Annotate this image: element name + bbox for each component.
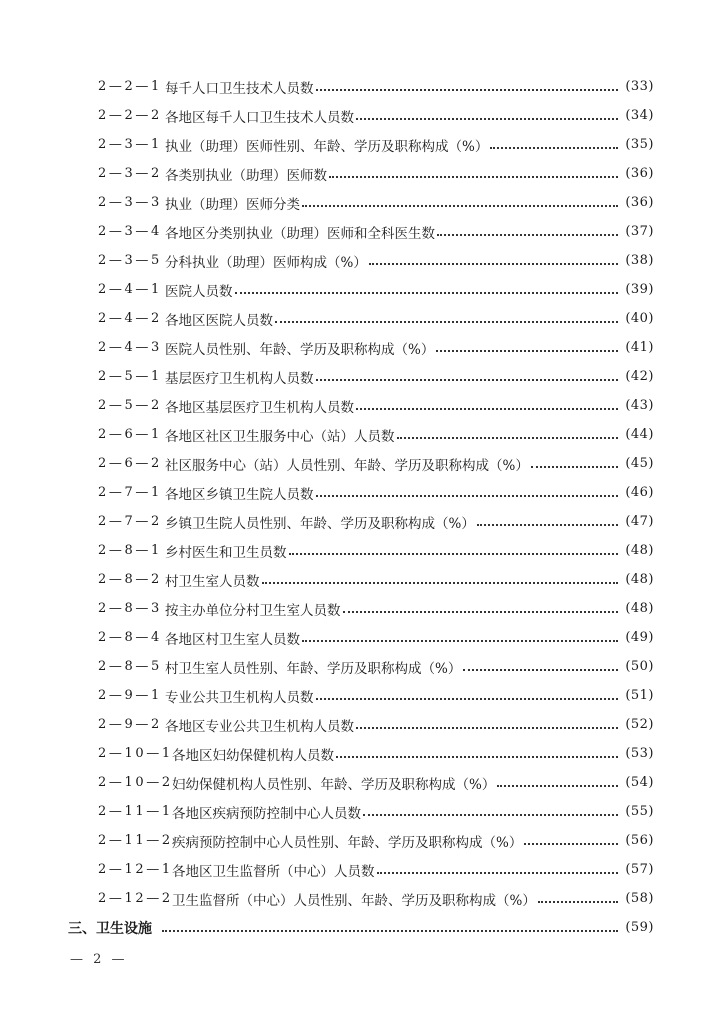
dot-leader bbox=[463, 660, 618, 674]
toc-entry-number: 2—8—5 bbox=[98, 659, 162, 674]
toc-entry-number: 2—7—1 bbox=[98, 485, 162, 500]
toc-entry-page: (48) bbox=[625, 572, 654, 587]
toc-entry[interactable] bbox=[0, 159, 724, 188]
toc-entry-number: 2—3—3 bbox=[98, 195, 162, 210]
toc-entry-page: (52) bbox=[625, 717, 654, 732]
toc-entry[interactable] bbox=[0, 101, 724, 130]
toc-entry-number: 2—10—1 bbox=[98, 746, 173, 761]
toc-entry-number: 2—10—2 bbox=[98, 775, 173, 790]
toc-entry-number: 2—5—2 bbox=[98, 398, 162, 413]
toc-entry[interactable] bbox=[0, 565, 724, 594]
dot-leader bbox=[316, 80, 619, 94]
toc-entry-number: 2—3—4 bbox=[98, 224, 162, 239]
toc-entry[interactable] bbox=[0, 623, 724, 652]
toc-entry-number: 2—2—2 bbox=[98, 108, 162, 123]
dot-leader bbox=[316, 486, 619, 500]
toc-entry[interactable] bbox=[0, 391, 724, 420]
toc-entry-number: 2—4—3 bbox=[98, 340, 162, 355]
dot-leader bbox=[316, 689, 619, 703]
toc-entry[interactable] bbox=[0, 652, 724, 681]
toc-entry-title: 妇幼保健机构人员性别、年龄、学历及职称构成（%） bbox=[172, 776, 496, 793]
toc-entry-title: 基层医疗卫生机构人员数 bbox=[165, 370, 314, 387]
toc-entry-title: 各地区乡镇卫生院人员数 bbox=[165, 486, 314, 503]
toc-entry-page: (47) bbox=[625, 514, 654, 529]
toc-entry-title: 社区服务中心（站）人员性别、年龄、学历及职称构成（%） bbox=[165, 457, 529, 474]
toc-entry[interactable] bbox=[0, 594, 724, 623]
toc-entry[interactable] bbox=[0, 826, 724, 855]
toc-entry[interactable] bbox=[0, 855, 724, 884]
toc-entry-number: 2—8—3 bbox=[98, 601, 162, 616]
dot-leader bbox=[235, 283, 619, 297]
toc-entry-title: 医院人员性别、年龄、学历及职称构成（%） bbox=[165, 341, 435, 358]
toc-entry-title: 专业公共卫生机构人员数 bbox=[165, 689, 314, 706]
dot-leader bbox=[490, 138, 618, 152]
toc-entry-page: (36) bbox=[625, 166, 654, 181]
toc-entry-page: (43) bbox=[625, 398, 654, 413]
toc-entry[interactable] bbox=[0, 536, 724, 565]
toc-entry-title: 各地区医院人员数 bbox=[165, 312, 273, 329]
toc-entry-number: 2—4—1 bbox=[98, 282, 162, 297]
toc-entry[interactable] bbox=[0, 797, 724, 826]
toc-entry-title: 各地区妇幼保健机构人员数 bbox=[172, 747, 334, 764]
toc-entry-number: 2—9—2 bbox=[98, 717, 162, 732]
toc-entry-page: (44) bbox=[625, 427, 654, 442]
dot-leader bbox=[275, 312, 618, 326]
toc-entry-page: (53) bbox=[625, 746, 654, 761]
toc-entry-page: (57) bbox=[625, 862, 654, 877]
toc-entry-number: 2—2—1 bbox=[98, 79, 162, 94]
toc-entry-page: (55) bbox=[625, 804, 654, 819]
toc-entry-title: 各地区专业公共卫生机构人员数 bbox=[165, 718, 354, 735]
toc-entry-page: (51) bbox=[625, 688, 654, 703]
dot-leader bbox=[356, 109, 618, 123]
toc-entry-title: 乡镇卫生院人员性别、年龄、学历及职称构成（%） bbox=[165, 515, 475, 532]
toc-entry-number: 2—12—2 bbox=[98, 891, 173, 906]
toc-entry-page: (48) bbox=[625, 601, 654, 616]
toc-entry[interactable] bbox=[0, 304, 724, 333]
toc-entry[interactable] bbox=[0, 681, 724, 710]
section-page: (59) bbox=[625, 920, 654, 935]
toc-entry-title: 执业（助理）医师分类 bbox=[165, 196, 300, 213]
toc-entry-page: (34) bbox=[625, 108, 654, 123]
toc-entry-number: 2—8—4 bbox=[98, 630, 162, 645]
toc-entry-page: (49) bbox=[625, 630, 654, 645]
toc-entry-number: 2—8—2 bbox=[98, 572, 162, 587]
toc-entry-page: (37) bbox=[625, 224, 654, 239]
toc-entry-page: (50) bbox=[625, 659, 654, 674]
toc-entry-title: 村卫生室人员性别、年龄、学历及职称构成（%） bbox=[165, 660, 462, 677]
toc-entry-page: (42) bbox=[625, 369, 654, 384]
toc-entry[interactable] bbox=[0, 449, 724, 478]
toc-entry-number: 2—3—5 bbox=[98, 253, 162, 268]
dot-leader bbox=[356, 399, 618, 413]
dot-leader bbox=[356, 718, 618, 732]
dot-leader bbox=[436, 341, 618, 355]
toc-entry[interactable] bbox=[0, 72, 724, 101]
toc-entry-title: 各地区疾病预防控制中心人员数 bbox=[172, 805, 361, 822]
toc-entry-number: 2—5—1 bbox=[98, 369, 162, 384]
dot-leader bbox=[162, 921, 618, 935]
dot-leader bbox=[289, 544, 619, 558]
toc-entry-page: (39) bbox=[625, 282, 654, 297]
toc-entry-title: 执业（助理）医师性别、年龄、学历及职称构成（%） bbox=[165, 138, 489, 155]
toc-entry-page: (41) bbox=[625, 340, 654, 355]
toc-entry-title: 乡村医生和卫生员数 bbox=[165, 544, 287, 561]
section-title: 三、卫生设施 bbox=[68, 920, 152, 937]
toc-entry[interactable] bbox=[0, 246, 724, 275]
dot-leader bbox=[363, 805, 618, 819]
toc-entry-title: 疾病预防控制中心人员性别、年龄、学历及职称构成（%） bbox=[172, 834, 523, 851]
dot-leader bbox=[262, 573, 619, 587]
toc-entry-title: 医院人员数 bbox=[165, 283, 233, 300]
toc-entry[interactable] bbox=[0, 188, 724, 217]
toc-entry[interactable] bbox=[0, 710, 724, 739]
toc-entry-title: 按主办单位分村卫生室人员数 bbox=[165, 602, 341, 619]
toc-entry[interactable] bbox=[0, 275, 724, 304]
dot-leader bbox=[369, 254, 618, 268]
toc-entry-title: 村卫生室人员数 bbox=[165, 573, 260, 590]
toc-entry-title: 各地区社区卫生服务中心（站）人员数 bbox=[165, 428, 395, 445]
toc-entry-page: (40) bbox=[625, 311, 654, 326]
toc-entry-title: 卫生监督所（中心）人员性别、年龄、学历及职称构成（%） bbox=[172, 892, 536, 909]
toc-entry-title: 分科执业（助理）医师构成（%） bbox=[165, 254, 367, 271]
toc-entry-page: (38) bbox=[625, 253, 654, 268]
dot-leader bbox=[538, 892, 618, 906]
toc-entry-page: (35) bbox=[625, 137, 654, 152]
toc-entry[interactable] bbox=[0, 362, 724, 391]
toc-section-heading[interactable] bbox=[0, 913, 724, 942]
toc-entry-title: 各类别执业（助理）医师数 bbox=[165, 167, 327, 184]
toc-entry-number: 2—3—2 bbox=[98, 166, 162, 181]
dot-leader bbox=[302, 631, 618, 645]
dot-leader bbox=[497, 776, 618, 790]
toc-entry[interactable] bbox=[0, 217, 724, 246]
dot-leader bbox=[316, 370, 619, 384]
toc-entry-number: 2—7—2 bbox=[98, 514, 162, 529]
toc-entry-page: (45) bbox=[625, 456, 654, 471]
page-number-footer: — 2 — bbox=[70, 952, 128, 967]
toc-entry[interactable] bbox=[0, 507, 724, 536]
toc-entry-page: (46) bbox=[625, 485, 654, 500]
dot-leader bbox=[302, 196, 618, 210]
dot-leader bbox=[524, 834, 618, 848]
toc-entry-title: 各地区每千人口卫生技术人员数 bbox=[165, 109, 354, 126]
toc-entry-number: 2—12—1 bbox=[98, 862, 173, 877]
toc-entry-page: (58) bbox=[625, 891, 654, 906]
toc-entry-number: 2—6—2 bbox=[98, 456, 162, 471]
toc-entry-number: 2—11—2 bbox=[98, 833, 173, 848]
toc-entry-page: (54) bbox=[625, 775, 654, 790]
toc-entry[interactable] bbox=[0, 739, 724, 768]
dot-leader bbox=[437, 225, 618, 239]
toc-entry[interactable] bbox=[0, 130, 724, 159]
dot-leader bbox=[531, 457, 618, 471]
dot-leader bbox=[377, 863, 619, 877]
toc-entry[interactable] bbox=[0, 420, 724, 449]
toc-entry-title: 各地区卫生监督所（中心）人员数 bbox=[172, 863, 375, 880]
toc-entry[interactable] bbox=[0, 884, 724, 913]
toc-entry-page: (33) bbox=[625, 79, 654, 94]
toc-entry-number: 2—6—1 bbox=[98, 427, 162, 442]
dot-leader bbox=[329, 167, 618, 181]
toc-entry[interactable] bbox=[0, 478, 724, 507]
toc-entry[interactable] bbox=[0, 333, 724, 362]
toc-entry-number: 2—4—2 bbox=[98, 311, 162, 326]
toc-entry-page: (36) bbox=[625, 195, 654, 210]
toc-entry-title: 各地区基层医疗卫生机构人员数 bbox=[165, 399, 354, 416]
dot-leader bbox=[397, 428, 619, 442]
toc-entry-page: (56) bbox=[625, 833, 654, 848]
toc-entry-title: 各地区村卫生室人员数 bbox=[165, 631, 300, 648]
toc-entry-page: (48) bbox=[625, 543, 654, 558]
dot-leader bbox=[477, 515, 618, 529]
toc-entry-number: 2—9—1 bbox=[98, 688, 162, 703]
toc-entry-title: 每千人口卫生技术人员数 bbox=[165, 80, 314, 97]
dot-leader bbox=[336, 747, 618, 761]
toc-entry-title: 各地区分类别执业（助理）医师和全科医生数 bbox=[165, 225, 435, 242]
toc-entry-number: 2—11—1 bbox=[98, 804, 173, 819]
toc-entry-number: 2—3—1 bbox=[98, 137, 162, 152]
toc-entry-number: 2—8—1 bbox=[98, 543, 162, 558]
dot-leader bbox=[343, 602, 619, 616]
toc-entry[interactable] bbox=[0, 768, 724, 797]
